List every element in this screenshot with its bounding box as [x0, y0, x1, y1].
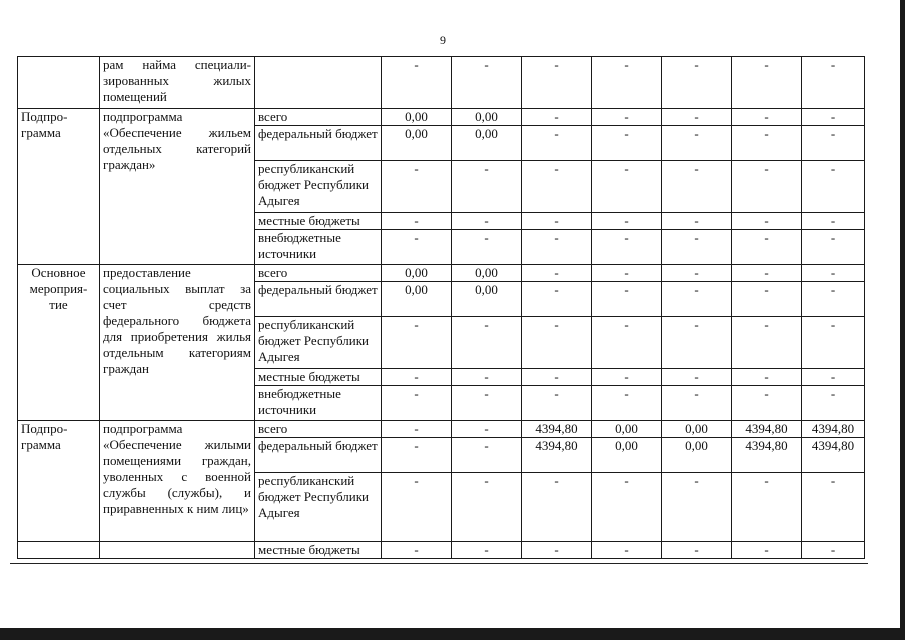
funding-source-cell: местные бюджеты: [255, 213, 382, 230]
value-cell: -: [802, 386, 865, 421]
value-cell: 0,00: [452, 265, 522, 282]
table-row: [18, 57, 865, 109]
program-name-cell: предоставление социальных выплат за счет средств федерального бюджета для приобретения жилья отдельным категориям граждан: [100, 265, 255, 421]
value-cell: -: [382, 473, 452, 542]
value-cell: 4394,80: [802, 438, 865, 473]
table-row: [18, 542, 865, 559]
value-cell: -: [802, 369, 865, 386]
value-cell: -: [802, 230, 865, 265]
value-cell: -: [662, 542, 732, 559]
program-name-cell: [100, 542, 255, 559]
value-cell: -: [452, 57, 522, 109]
value-cell: -: [522, 109, 592, 126]
value-cell: 0,00: [452, 282, 522, 317]
value-cell: 0,00: [592, 438, 662, 473]
value-cell: -: [522, 282, 592, 317]
program-name-cell: подпрограмма «Обеспечение жильем отдельных категорий граждан»: [100, 109, 255, 265]
value-cell: 0,00: [592, 421, 662, 438]
value-cell: 0,00: [662, 438, 732, 473]
value-cell: -: [732, 57, 802, 109]
program-type-cell: [18, 57, 100, 109]
funding-source-cell: внебюджетные источники: [255, 386, 382, 421]
value-cell: -: [802, 161, 865, 213]
value-cell: -: [662, 317, 732, 369]
funding-source-cell: республиканский бюджет Республики Адыгея: [255, 161, 382, 213]
value-cell: -: [592, 265, 662, 282]
value-cell: -: [662, 386, 732, 421]
value-cell: -: [662, 213, 732, 230]
value-cell: -: [732, 282, 802, 317]
value-cell: -: [522, 369, 592, 386]
value-cell: 4394,80: [732, 421, 802, 438]
funding-source-cell: федеральный бюджет: [255, 282, 382, 317]
value-cell: -: [522, 230, 592, 265]
value-cell: -: [592, 473, 662, 542]
value-cell: -: [452, 421, 522, 438]
funding-source-cell: всего: [255, 421, 382, 438]
funding-source-cell: внебюджетные источники: [255, 230, 382, 265]
value-cell: 0,00: [662, 421, 732, 438]
value-cell: -: [522, 542, 592, 559]
program-type-cell: [18, 542, 100, 559]
value-cell: -: [452, 213, 522, 230]
value-cell: -: [452, 161, 522, 213]
value-cell: -: [732, 369, 802, 386]
value-cell: -: [802, 109, 865, 126]
value-cell: -: [382, 317, 452, 369]
value-cell: -: [522, 126, 592, 161]
value-cell: -: [732, 161, 802, 213]
value-cell: -: [592, 542, 662, 559]
value-cell: -: [662, 282, 732, 317]
funding-source-cell: федеральный бюджет: [255, 126, 382, 161]
table-row: [18, 421, 865, 438]
value-cell: -: [732, 109, 802, 126]
value-cell: 0,00: [452, 109, 522, 126]
value-cell: -: [592, 386, 662, 421]
value-cell: -: [382, 438, 452, 473]
value-cell: -: [382, 161, 452, 213]
value-cell: -: [802, 57, 865, 109]
value-cell: -: [382, 230, 452, 265]
value-cell: -: [592, 230, 662, 265]
value-cell: 0,00: [382, 109, 452, 126]
value-cell: -: [452, 473, 522, 542]
value-cell: -: [592, 126, 662, 161]
value-cell: -: [732, 230, 802, 265]
value-cell: -: [592, 161, 662, 213]
value-cell: -: [592, 282, 662, 317]
funding-source-cell: местные бюджеты: [255, 542, 382, 559]
value-cell: -: [382, 421, 452, 438]
value-cell: -: [592, 369, 662, 386]
program-type-cell: Подпро-грамма: [18, 109, 100, 265]
value-cell: 4394,80: [522, 438, 592, 473]
value-cell: -: [452, 386, 522, 421]
value-cell: 4394,80: [522, 421, 592, 438]
budget-table: [17, 56, 865, 559]
table-row: [18, 109, 865, 126]
program-name-cell: подпрограмма «Обеспечение жилыми помещениями граждан, уволенных с военной службы (службы), и приравненных к ним лиц»: [100, 421, 255, 542]
value-cell: 0,00: [382, 282, 452, 317]
value-cell: -: [522, 386, 592, 421]
value-cell: -: [732, 265, 802, 282]
value-cell: -: [662, 265, 732, 282]
value-cell: 4394,80: [732, 438, 802, 473]
funding-source-cell: [255, 57, 382, 109]
value-cell: -: [662, 161, 732, 213]
value-cell: -: [592, 213, 662, 230]
value-cell: -: [382, 57, 452, 109]
value-cell: -: [382, 213, 452, 230]
value-cell: -: [662, 473, 732, 542]
funding-source-cell: федеральный бюджет: [255, 438, 382, 473]
value-cell: -: [802, 282, 865, 317]
funding-source-cell: местные бюджеты: [255, 369, 382, 386]
value-cell: -: [802, 213, 865, 230]
value-cell: 0,00: [382, 265, 452, 282]
value-cell: -: [452, 369, 522, 386]
value-cell: -: [662, 126, 732, 161]
value-cell: -: [592, 109, 662, 126]
funding-source-cell: всего: [255, 109, 382, 126]
value-cell: 0,00: [382, 126, 452, 161]
value-cell: -: [522, 213, 592, 230]
program-type-cell: Подпро-грамма: [18, 421, 100, 542]
value-cell: -: [662, 57, 732, 109]
value-cell: -: [592, 317, 662, 369]
value-cell: -: [802, 126, 865, 161]
value-cell: -: [452, 542, 522, 559]
value-cell: -: [802, 542, 865, 559]
value-cell: -: [522, 473, 592, 542]
value-cell: -: [522, 265, 592, 282]
scan-border-right: [900, 0, 905, 640]
value-cell: 0,00: [452, 126, 522, 161]
page-number: 9: [440, 33, 446, 47]
value-cell: -: [382, 542, 452, 559]
value-cell: -: [382, 369, 452, 386]
funding-source-cell: республиканский бюджет Республики Адыгея: [255, 473, 382, 542]
value-cell: -: [382, 386, 452, 421]
value-cell: -: [522, 57, 592, 109]
program-type-cell: Основное мероприя-тие: [18, 265, 100, 421]
funding-source-cell: республиканский бюджет Республики Адыгея: [255, 317, 382, 369]
scan-border-bottom: [0, 628, 905, 640]
value-cell: -: [662, 369, 732, 386]
value-cell: -: [802, 317, 865, 369]
value-cell: -: [732, 317, 802, 369]
funding-source-cell: всего: [255, 265, 382, 282]
value-cell: -: [662, 230, 732, 265]
value-cell: -: [522, 317, 592, 369]
value-cell: -: [662, 109, 732, 126]
value-cell: -: [452, 438, 522, 473]
value-cell: -: [452, 230, 522, 265]
value-cell: -: [732, 473, 802, 542]
value-cell: -: [522, 161, 592, 213]
table-row: [18, 265, 865, 282]
value-cell: -: [732, 542, 802, 559]
value-cell: 4394,80: [802, 421, 865, 438]
value-cell: -: [732, 213, 802, 230]
horizontal-rule: [10, 563, 868, 564]
value-cell: -: [732, 126, 802, 161]
value-cell: -: [592, 57, 662, 109]
program-name-cell: рам найма специали-зированных жилых помещений: [100, 57, 255, 109]
value-cell: -: [802, 473, 865, 542]
value-cell: -: [802, 265, 865, 282]
value-cell: -: [452, 317, 522, 369]
value-cell: -: [732, 386, 802, 421]
